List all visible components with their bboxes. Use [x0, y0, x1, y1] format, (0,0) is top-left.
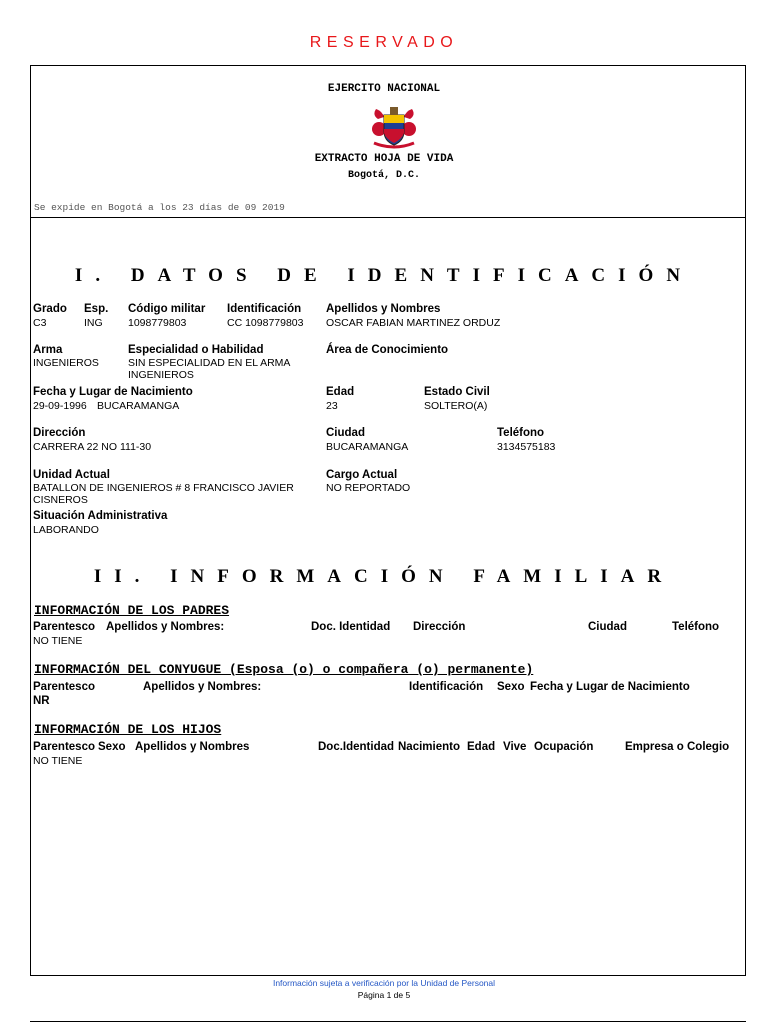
- hijos-col-sexo: Sexo: [98, 741, 126, 753]
- hijos-col-nombres: Apellidos y Nombres: [135, 741, 250, 753]
- esp-value: ING: [84, 317, 103, 329]
- header-divider: [30, 217, 746, 218]
- arma-label: Arma: [33, 344, 63, 356]
- edad-value: 23: [326, 400, 338, 412]
- conyugue-col-parentesco: Parentesco: [33, 681, 96, 693]
- cargo-label: Cargo Actual: [326, 469, 398, 481]
- grado-label: Grado: [33, 303, 67, 315]
- ciudad-value: BUCARAMANGA: [326, 441, 409, 453]
- hijos-col-empresa: Empresa o Colegio: [625, 741, 730, 753]
- padres-col-doc: Doc. Identidad: [311, 621, 391, 633]
- conyugue-col-nacimiento: Fecha y Lugar de Nacimiento: [530, 681, 690, 693]
- nacimiento-label: Fecha y Lugar de Nacimiento: [33, 386, 193, 398]
- org-name: EJERCITO NACIONAL: [327, 83, 441, 95]
- codigo-label: Código militar: [128, 303, 206, 315]
- hijos-value: NO TIENE: [33, 755, 83, 767]
- area-label: Área de Conocimiento: [326, 344, 449, 356]
- ciudad-label: Ciudad: [326, 427, 365, 439]
- telefono-label: Teléfono: [497, 427, 545, 439]
- army-seal-icon: [370, 105, 418, 149]
- hijos-col-doc: Doc.Identidad: [318, 741, 395, 753]
- page-number: Página 1 de 5: [357, 990, 411, 1000]
- edad-label: Edad: [326, 386, 355, 398]
- situacion-label: Situación Administrativa: [33, 510, 168, 522]
- issue-statement: Se expide en Bogotá a los 23 días de 09 2019: [34, 202, 285, 213]
- codigo-value: 1098779803: [128, 317, 187, 329]
- hijos-col-nacimiento: Nacimiento: [398, 741, 460, 753]
- section-identification-title: I. DATOS DE IDENTIFICACIÓN: [74, 265, 694, 286]
- nacimiento-lugar: BUCARAMANGA: [97, 400, 180, 412]
- grado-value: C3: [33, 317, 47, 329]
- estado-label: Estado Civil: [424, 386, 490, 398]
- nombres-label: Apellidos y Nombres: [326, 303, 441, 315]
- nombres-value: OSCAR FABIAN MARTINEZ ORDUZ: [326, 317, 501, 329]
- padres-value: NO TIENE: [33, 635, 83, 647]
- padres-col-telefono: Teléfono: [672, 621, 720, 633]
- padres-col-parentesco: Parentesco: [33, 621, 96, 633]
- unidad-value-line1: BATALLON DE INGENIEROS # 8 FRANCISCO JAVIER: [33, 482, 294, 494]
- ident-label: Identificación: [227, 303, 302, 315]
- section-family-title: II. INFORMACIÓN FAMILIAR: [93, 566, 675, 587]
- situacion-value: LABORANDO: [33, 524, 99, 536]
- document-title: EXTRACTO HOJA DE VIDA: [314, 153, 454, 165]
- hijos-col-vive: Vive: [503, 741, 527, 753]
- direccion-label: Dirección: [33, 427, 86, 439]
- conyugue-value: NR: [33, 695, 50, 707]
- conyugue-title: INFORMACIÓN DEL CONYUGUE (Esposa (o) o compañera (o) permanente): [34, 662, 534, 677]
- hijos-col-edad: Edad: [467, 741, 496, 753]
- conyugue-col-ident: Identificación: [409, 681, 484, 693]
- hijos-col-parentesco: Parentesco: [33, 741, 96, 753]
- padres-col-direccion: Dirección: [413, 621, 466, 633]
- nacimiento-fecha: 29-09-1996: [33, 400, 87, 412]
- hijos-title: INFORMACIÓN DE LOS HIJOS: [34, 722, 222, 737]
- especialidad-value-line1: SIN ESPECIALIDAD EN EL ARMA: [128, 357, 291, 369]
- unidad-label: Unidad Actual: [33, 469, 110, 481]
- padres-col-ciudad: Ciudad: [588, 621, 627, 633]
- arma-value: INGENIEROS: [33, 357, 99, 369]
- issue-city: Bogotá, D.C.: [347, 170, 420, 181]
- unidad-value-line2: CISNEROS: [33, 494, 88, 506]
- padres-title: INFORMACIÓN DE LOS PADRES: [34, 603, 230, 618]
- conyugue-col-sexo: Sexo: [497, 681, 525, 693]
- esp-label: Esp.: [84, 303, 109, 315]
- reservado-label: RESERVADO: [309, 34, 459, 51]
- padres-col-nombres: Apellidos y Nombres:: [106, 621, 225, 633]
- direccion-value: CARRERA 22 NO 111-30: [33, 441, 152, 453]
- telefono-value: 3134575183: [497, 441, 556, 453]
- estado-value: SOLTERO(A): [424, 400, 488, 412]
- footer-verification-note: Información sujeta a verificación por la Unidad de Personal: [272, 978, 496, 988]
- cargo-value: NO REPORTADO: [326, 482, 411, 494]
- conyugue-col-nombres: Apellidos y Nombres:: [143, 681, 262, 693]
- bottom-rule: [30, 1021, 746, 1022]
- especialidad-value-line2: INGENIEROS: [128, 369, 194, 381]
- hijos-col-ocupacion: Ocupación: [534, 741, 594, 753]
- especialidad-label: Especialidad o Habilidad: [128, 344, 264, 356]
- ident-value: CC 1098779803: [227, 317, 304, 329]
